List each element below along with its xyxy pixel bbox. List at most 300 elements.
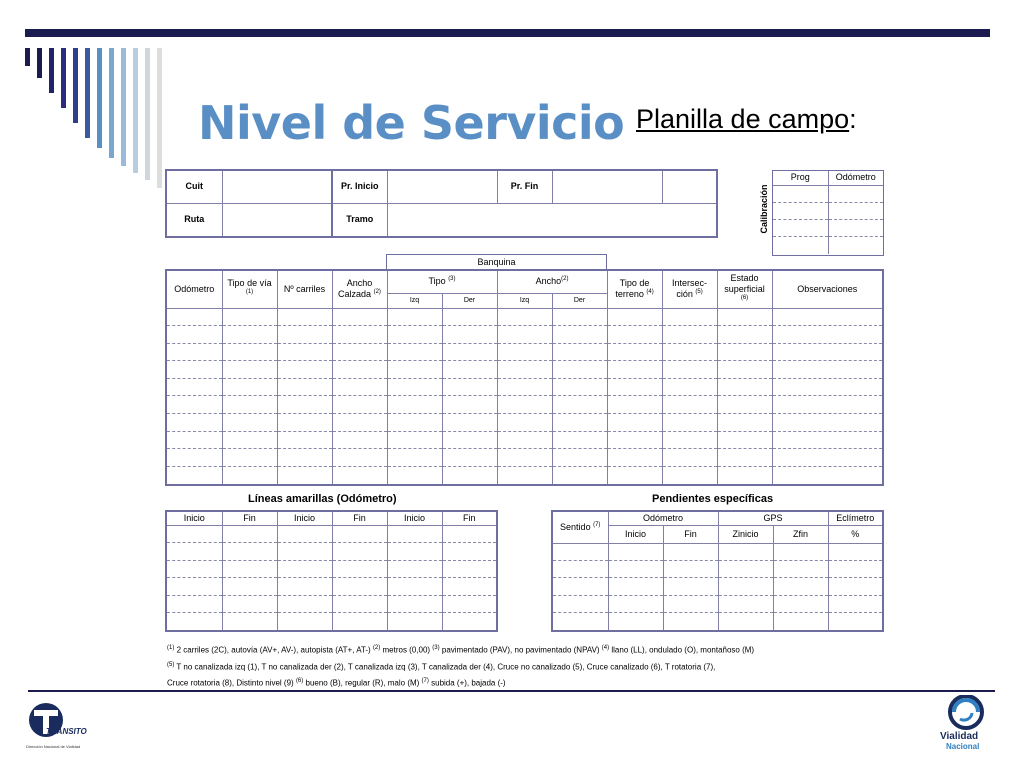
lineas-table-cell[interactable] [442, 578, 496, 596]
calibration-cell[interactable] [828, 185, 883, 202]
pendientes-table-row [553, 560, 882, 577]
estado-header [717, 271, 772, 308]
tipo-izq-header: Izq [387, 293, 442, 308]
carriles-header: Nº carriles [277, 271, 332, 308]
lineas-table-cell[interactable] [222, 560, 277, 578]
main-table-cell[interactable] [387, 378, 442, 396]
main-table-cell[interactable] [167, 449, 222, 467]
page-title: Nivel de Servicio [198, 96, 625, 150]
main-table-cell[interactable] [772, 431, 882, 449]
lineas-inicio-1: Inicio [167, 512, 222, 525]
ancho-calzada-ref: (2) [373, 289, 381, 296]
pendientes-table-cell[interactable] [828, 613, 882, 630]
lineas-table-cell[interactable] [387, 525, 442, 543]
main-table-cell[interactable] [717, 414, 772, 432]
footnote-text-1: 2 carriles (2C), autovía (AV+, AV-), autopista (AT+, AT-) [174, 645, 373, 655]
lineas-table-cell[interactable] [222, 543, 277, 561]
main-table-cell[interactable] [607, 431, 662, 449]
pendientes-table-cell[interactable] [553, 578, 608, 595]
pr-inicio-field[interactable] [387, 171, 497, 203]
main-table-cell[interactable] [662, 361, 717, 379]
lineas-table-cell[interactable] [387, 578, 442, 596]
lineas-table-cell[interactable] [387, 595, 442, 613]
pendientes-table-cell[interactable] [608, 543, 663, 560]
lineas-table-row [167, 560, 496, 578]
decorative-stripes [25, 48, 175, 198]
main-table-cell[interactable] [662, 308, 717, 326]
pendientes-table-cell[interactable] [553, 595, 608, 612]
main-table-cell[interactable] [332, 378, 387, 396]
main-table-cell[interactable] [442, 326, 497, 344]
pendientes-table-cell[interactable] [663, 613, 718, 630]
lineas-table-cell[interactable] [277, 560, 332, 578]
main-table-cell[interactable] [607, 414, 662, 432]
main-table-cell[interactable] [277, 326, 332, 344]
main-table-cell[interactable] [662, 343, 717, 361]
main-table-cell[interactable] [607, 466, 662, 484]
main-table-cell[interactable] [717, 326, 772, 344]
main-table-cell[interactable] [497, 449, 552, 467]
lineas-table-cell[interactable] [387, 543, 442, 561]
main-table-cell[interactable] [552, 431, 607, 449]
main-table-cell[interactable] [277, 431, 332, 449]
main-table-cell[interactable] [277, 414, 332, 432]
pendientes-table-cell[interactable] [553, 543, 608, 560]
pendientes-inicio-header: Inicio [608, 525, 663, 543]
main-table-body [167, 308, 882, 484]
main-table-cell[interactable] [662, 431, 717, 449]
pendientes-table-cell[interactable] [773, 560, 828, 577]
lineas-table-row [167, 525, 496, 543]
pendientes-table [553, 512, 882, 630]
main-table-cell[interactable] [717, 308, 772, 326]
footnote-ref-6: (6) [295, 678, 304, 685]
main-table-cell[interactable] [387, 449, 442, 467]
interseccion-text-1: Intersec- [672, 278, 708, 289]
main-table-cell[interactable] [222, 431, 277, 449]
ancho-calzada-header [332, 271, 387, 308]
main-table-cell[interactable] [662, 466, 717, 484]
tipo-header [387, 271, 497, 293]
vialidad-logo-icon [936, 695, 996, 731]
pendientes-table-cell[interactable] [828, 578, 882, 595]
main-table-cell[interactable] [387, 308, 442, 326]
lineas-table-cell[interactable] [387, 560, 442, 578]
ancho-ref: (2) [561, 276, 569, 283]
estado-ref: (6) [740, 294, 749, 301]
main-table-cell[interactable] [167, 343, 222, 361]
main-table-cell[interactable] [662, 449, 717, 467]
pr-fin-field[interactable] [552, 171, 662, 203]
pendientes-table-body [553, 543, 882, 630]
main-table-cell[interactable] [332, 396, 387, 414]
lineas-table-cell[interactable] [167, 525, 222, 543]
lineas-table-cell[interactable] [332, 560, 387, 578]
page-subtitle [636, 104, 857, 135]
calibration-prog-header: Prog [773, 171, 828, 185]
pendientes-odometro-header: Odómetro [608, 512, 718, 525]
main-table-cell[interactable] [772, 466, 882, 484]
main-table-cell[interactable] [552, 361, 607, 379]
main-table-cell[interactable] [277, 343, 332, 361]
interseccion-text-2: ción [676, 289, 693, 300]
cuit-field[interactable] [222, 171, 332, 203]
pendientes-table-cell[interactable] [553, 613, 608, 630]
calibration-cell[interactable] [828, 219, 883, 236]
pendientes-table-cell[interactable] [828, 543, 882, 560]
tipo-terreno-header [607, 271, 662, 308]
main-table-cell[interactable] [607, 326, 662, 344]
main-table-cell[interactable] [497, 343, 552, 361]
main-table-cell[interactable] [497, 396, 552, 414]
main-table-cell[interactable] [772, 361, 882, 379]
lineas-table-row [167, 543, 496, 561]
lineas-table-cell[interactable] [387, 613, 442, 631]
lineas-table-row [167, 578, 496, 596]
main-table-cell[interactable] [717, 449, 772, 467]
main-table-cell[interactable] [442, 308, 497, 326]
main-table-cell[interactable] [167, 431, 222, 449]
main-table-cell[interactable] [167, 396, 222, 414]
main-table-cell[interactable] [772, 414, 882, 432]
main-table-cell[interactable] [717, 431, 772, 449]
transito-logo-icon [26, 700, 84, 744]
main-table-cell[interactable] [222, 414, 277, 432]
main-table-cell[interactable] [442, 396, 497, 414]
main-table-cell[interactable] [387, 326, 442, 344]
lineas-table-cell[interactable] [442, 560, 496, 578]
main-table-cell[interactable] [167, 414, 222, 432]
main-table-cell[interactable] [772, 449, 882, 467]
vialidad-logo [936, 695, 996, 755]
lineas-table-cell[interactable] [222, 595, 277, 613]
lineas-table-cell[interactable] [442, 613, 496, 631]
main-table-cell[interactable] [662, 396, 717, 414]
main-table-cell[interactable] [442, 414, 497, 432]
main-table-cell[interactable] [442, 449, 497, 467]
lineas-table-cell[interactable] [277, 543, 332, 561]
main-table-cell[interactable] [167, 361, 222, 379]
main-table-cell[interactable] [332, 361, 387, 379]
main-table-cell[interactable] [222, 378, 277, 396]
lineas-table-cell[interactable] [222, 525, 277, 543]
main-table-cell[interactable] [387, 361, 442, 379]
tipo-via-header [222, 271, 277, 308]
tramo-field[interactable] [387, 203, 716, 236]
pendientes-table-cell[interactable] [718, 560, 773, 577]
main-table-cell[interactable] [772, 343, 882, 361]
lineas-table-cell[interactable] [332, 595, 387, 613]
main-table-row [167, 378, 882, 396]
transito-logo [26, 700, 87, 750]
banquina-header: Banquina [386, 254, 607, 270]
ruta-field[interactable] [222, 203, 332, 236]
lineas-table-cell[interactable] [332, 613, 387, 631]
main-table-cell[interactable] [497, 378, 552, 396]
pendientes-fin-header: Fin [663, 525, 718, 543]
sentido-text: Sentido [560, 521, 591, 532]
main-table-cell[interactable] [772, 396, 882, 414]
ancho-calzada-text-1: Ancho [346, 278, 373, 289]
tipo-terreno-text-1: Tipo de [619, 278, 650, 289]
main-table-cell[interactable] [332, 343, 387, 361]
main-table-cell[interactable] [552, 449, 607, 467]
pendientes-table-cell[interactable] [608, 613, 663, 630]
main-table-cell[interactable] [662, 326, 717, 344]
sentido-ref: (7) [593, 521, 601, 528]
main-table-cell[interactable] [387, 431, 442, 449]
main-table-cell[interactable] [552, 414, 607, 432]
pendientes-table-cell[interactable] [773, 578, 828, 595]
pendientes-table-cell[interactable] [608, 595, 663, 612]
main-table-cell[interactable] [387, 343, 442, 361]
main-table-cell[interactable] [552, 326, 607, 344]
pendientes-table-cell[interactable] [608, 560, 663, 577]
lineas-fin-1: Fin [222, 512, 277, 525]
main-table-cell[interactable] [497, 326, 552, 344]
ancho-izq-header: Izq [497, 293, 552, 308]
extra-field[interactable] [662, 171, 716, 203]
lineas-table-body [167, 525, 496, 630]
main-table-cell[interactable] [662, 378, 717, 396]
main-table-cell[interactable] [332, 466, 387, 484]
ancho-der-header: Der [552, 293, 607, 308]
main-table-row [167, 308, 882, 326]
main-table-cell[interactable] [332, 326, 387, 344]
main-table-cell[interactable] [497, 466, 552, 484]
calibration-cell[interactable] [773, 236, 828, 254]
main-table-cell[interactable] [332, 449, 387, 467]
tipo-via-ref: (1) [245, 289, 254, 296]
cuit-label: Cuit [167, 171, 222, 203]
pendientes-title: Pendientes específicas [652, 493, 774, 505]
pendientes-table-cell[interactable] [718, 578, 773, 595]
main-table-cell[interactable] [277, 449, 332, 467]
main-table-cell[interactable] [717, 396, 772, 414]
main-table-cell[interactable] [607, 361, 662, 379]
pendientes-table-cell[interactable] [718, 595, 773, 612]
main-table-cell[interactable] [607, 449, 662, 467]
lineas-table-cell[interactable] [277, 578, 332, 596]
main-table-cell[interactable] [772, 308, 882, 326]
lineas-table-cell[interactable] [277, 525, 332, 543]
tipo-der-header: Der [442, 293, 497, 308]
main-table-cell[interactable] [497, 308, 552, 326]
main-table-cell[interactable] [387, 396, 442, 414]
calibration-label-text: Calibración [759, 184, 769, 234]
footnote-text-4: llano (LL), ondulado (O), montañoso (M) [609, 645, 755, 655]
footnote-text-7: subida (+), bajada (-) [428, 678, 506, 688]
footnote-ref-4: (4) [601, 645, 610, 651]
calibration-cell[interactable] [773, 219, 828, 236]
calibration-cell[interactable] [828, 236, 883, 254]
main-table-cell[interactable] [222, 343, 277, 361]
calibration-cell[interactable] [773, 185, 828, 202]
lineas-table-cell[interactable] [442, 525, 496, 543]
main-table [167, 271, 882, 484]
main-table-cell[interactable] [167, 466, 222, 484]
pendientes-table-cell[interactable] [663, 595, 718, 612]
estado-text-1: Estado [730, 272, 759, 283]
main-table-row [167, 396, 882, 414]
main-table-cell[interactable] [717, 343, 772, 361]
calibration-odometro-header: Odómetro [828, 171, 883, 185]
main-table-cell[interactable] [387, 466, 442, 484]
main-table-cell[interactable] [497, 414, 552, 432]
lineas-title: Líneas amarillas (Odómetro) [248, 493, 397, 505]
top-bar [25, 29, 990, 37]
footnote-line-1 [167, 641, 987, 658]
calibration-table [773, 171, 883, 254]
main-table-cell[interactable] [442, 431, 497, 449]
subtitle-suffix: : [849, 104, 857, 134]
lineas-table-cell[interactable] [332, 578, 387, 596]
main-table-cell[interactable] [662, 414, 717, 432]
main-table-row [167, 414, 882, 432]
main-table-row [167, 431, 882, 449]
main-table-cell[interactable] [772, 326, 882, 344]
main-table-row [167, 449, 882, 467]
lineas-table-cell[interactable] [277, 595, 332, 613]
ancho-header [497, 271, 607, 293]
pendientes-table-cell[interactable] [608, 578, 663, 595]
sentido-header [553, 512, 608, 543]
transito-logo-subtext: Dirección Nacional de Vialidad [26, 744, 81, 749]
lineas-table-cell[interactable] [167, 613, 222, 631]
main-table-cell[interactable] [607, 343, 662, 361]
calibration-cell[interactable] [828, 202, 883, 219]
main-table-cell[interactable] [277, 361, 332, 379]
tramo-label: Tramo [332, 203, 387, 236]
lineas-table-cell[interactable] [442, 543, 496, 561]
pendientes-table-cell[interactable] [718, 543, 773, 560]
tipo-terreno-text-2: terreno [615, 289, 644, 300]
lineas-table-cell[interactable] [277, 613, 332, 631]
lineas-table-cell[interactable] [222, 578, 277, 596]
main-table-cell[interactable] [552, 396, 607, 414]
lineas-table-cell[interactable] [167, 578, 222, 596]
pendientes-table-cell[interactable] [773, 543, 828, 560]
main-table-cell[interactable] [552, 466, 607, 484]
main-table-cell[interactable] [442, 378, 497, 396]
calibration-cell[interactable] [773, 202, 828, 219]
main-table-cell[interactable] [167, 378, 222, 396]
pendientes-gps-header: GPS [718, 512, 828, 525]
pendientes-table-cell[interactable] [773, 613, 828, 630]
interseccion-ref: (5) [695, 289, 703, 296]
pendientes-zinicio-header: Zinicio [718, 525, 773, 543]
lineas-table-cell[interactable] [167, 543, 222, 561]
main-table-cell[interactable] [222, 361, 277, 379]
pendientes-table-cell[interactable] [718, 613, 773, 630]
main-table-cell[interactable] [332, 431, 387, 449]
lineas-table-row [167, 613, 496, 631]
pendientes-table-row [553, 595, 882, 612]
lineas-fin-3: Fin [442, 512, 496, 525]
pendientes-table-cell[interactable] [663, 560, 718, 577]
pendientes-table-cell[interactable] [663, 578, 718, 595]
main-table-cell[interactable] [717, 361, 772, 379]
main-table-cell[interactable] [442, 361, 497, 379]
main-table-cell[interactable] [222, 326, 277, 344]
lineas-table-cell[interactable] [222, 613, 277, 631]
main-table-cell[interactable] [552, 378, 607, 396]
vialidad-logo-text-2: Nacional [946, 742, 980, 751]
pendientes-table-cell[interactable] [773, 595, 828, 612]
lineas-table-cell[interactable] [332, 525, 387, 543]
footnote-ref-1: (1) [167, 645, 175, 651]
main-table-cell[interactable] [332, 414, 387, 432]
main-table-cell[interactable] [222, 396, 277, 414]
main-table-cell[interactable] [717, 466, 772, 484]
main-table-cell[interactable] [772, 378, 882, 396]
main-table-cell[interactable] [332, 308, 387, 326]
lineas-inicio-3: Inicio [387, 512, 442, 525]
main-table-cell[interactable] [607, 396, 662, 414]
footnote-text-6: bueno (B), regular (R), malo (M) [303, 678, 422, 688]
interseccion-header [662, 271, 717, 308]
main-table-cell[interactable] [497, 431, 552, 449]
footnote-ref-2: (2) [372, 645, 381, 651]
main-table-cell[interactable] [497, 361, 552, 379]
lineas-table-cell[interactable] [332, 543, 387, 561]
main-table-cell[interactable] [222, 466, 277, 484]
bottom-line [28, 690, 995, 692]
main-table-row [167, 466, 882, 484]
ancho-text: Ancho [535, 276, 562, 287]
footnote-ref-3: (3) [432, 645, 440, 651]
tipo-ref: (3) [448, 276, 456, 283]
main-table-cell[interactable] [222, 449, 277, 467]
ancho-calzada-text-2: Calzada [338, 289, 372, 300]
lineas-table-cell[interactable] [167, 560, 222, 578]
pendientes-table-cell[interactable] [553, 560, 608, 577]
footnote-ref-7: (7) [421, 678, 429, 685]
pendientes-table-cell[interactable] [828, 595, 882, 612]
ruta-label: Ruta [167, 203, 222, 236]
lineas-table-cell[interactable] [167, 595, 222, 613]
pendientes-table-cell[interactable] [663, 543, 718, 560]
footnote-line-2 [167, 658, 987, 675]
pendientes-table-row [553, 613, 882, 630]
main-table-cell[interactable] [607, 378, 662, 396]
main-table-cell[interactable] [552, 343, 607, 361]
main-table-cell[interactable] [167, 326, 222, 344]
main-table-cell[interactable] [442, 466, 497, 484]
subtitle-text: Planilla de campo [636, 104, 850, 134]
main-table-cell[interactable] [552, 308, 607, 326]
pendientes-pct-header: % [828, 525, 882, 543]
main-table-cell[interactable] [277, 396, 332, 414]
main-table-cell[interactable] [607, 308, 662, 326]
estado-text-2: superficial [724, 283, 765, 294]
main-table-cell[interactable] [167, 308, 222, 326]
main-table-cell[interactable] [717, 378, 772, 396]
tipo-terreno-ref: (4) [646, 289, 654, 296]
main-table-cell[interactable] [387, 414, 442, 432]
main-table-cell[interactable] [222, 308, 277, 326]
pendientes-zfin-header: Zfin [773, 525, 828, 543]
main-table-cell[interactable] [442, 343, 497, 361]
main-table-cell[interactable] [277, 378, 332, 396]
footnote-text-5: T no canalizada izq (1), T no canalizada der (2), T canalizada izq (3), T canalizada der (4), Cruce no canalizado (5), Cruce canalizado (6), T rotatoria (7), [174, 662, 716, 672]
tipo-text: Tipo [428, 276, 446, 287]
lineas-table-cell[interactable] [442, 595, 496, 613]
main-table-cell[interactable] [277, 466, 332, 484]
pendientes-table-cell[interactable] [828, 560, 882, 577]
main-table-cell[interactable] [277, 308, 332, 326]
footnote-text-3: pavimentado (PAV), no pavimentado (NPAV) [439, 645, 602, 655]
